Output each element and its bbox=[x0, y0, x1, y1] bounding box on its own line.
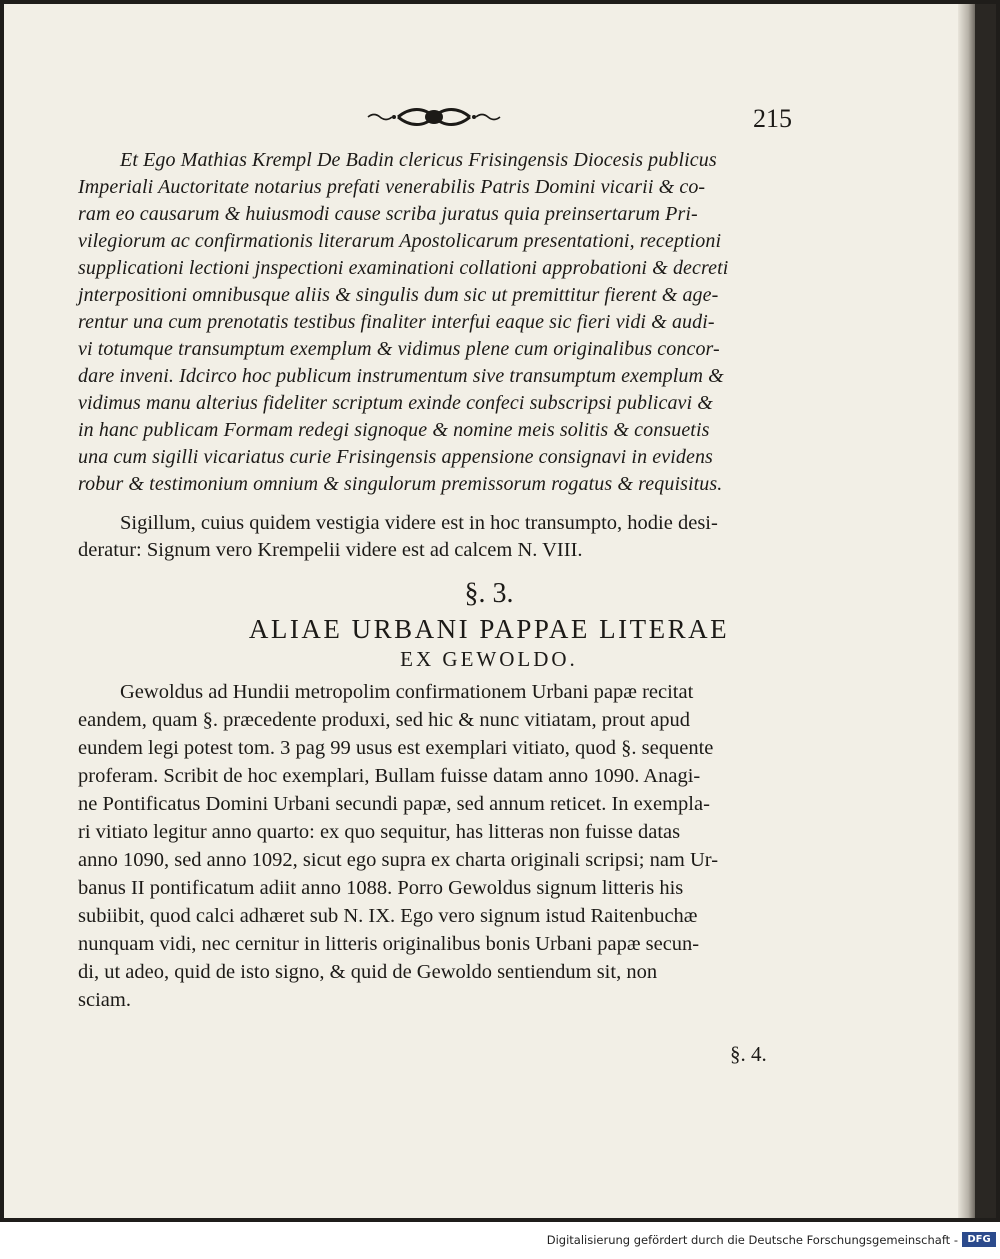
attestation-line: in hanc publicam Formam redegi signoque & nomine meis solitis & consuetis bbox=[78, 419, 710, 441]
book-edge bbox=[975, 4, 996, 1218]
attestation-line: vilegiorum ac confirmationis literarum Apostolicarum presentationi, receptioni bbox=[78, 230, 722, 252]
body-line: eundem legi potest tom. 3 pag 99 usus est exemplari vitiato, quod §. sequente bbox=[78, 737, 714, 759]
body-line: subiibit, quod calci adhæret sub N. IX. Ego vero signum istud Raitenbuchæ bbox=[78, 905, 698, 927]
catchword: §. 4. bbox=[730, 1042, 767, 1066]
ornament-icon bbox=[364, 104, 504, 130]
attestation-line: ram eo causarum & huiusmodi cause scriba juratus quia preinsertarum Pri- bbox=[78, 203, 698, 225]
attestation-line: robur & testimonium omnium & singulorum premissorum rogatus & requisitus. bbox=[78, 473, 723, 495]
section-title: ALIAE URBANI PAPPAE LITERAE bbox=[248, 614, 730, 644]
attestation-line: Imperiali Auctoritate notarius prefati venerabilis Patris Domini vicarii & co- bbox=[78, 176, 706, 198]
book-page bbox=[4, 4, 975, 1218]
body-line: anno 1090, sed anno 1092, sicut ego supra ex charta originali scripsi; nam Ur- bbox=[78, 849, 719, 871]
body-line: nunquam vidi, nec cernitur in litteris originalibus bonis Urbani papæ secun- bbox=[78, 933, 700, 955]
attestation-line: supplicationi lectioni jnspectioni examinationi collationi approbationi & decreti bbox=[78, 257, 729, 279]
attestation-line: vi totumque transumptum exemplum & vidimus plene cum originalibus concor- bbox=[78, 338, 720, 360]
body-line: di, ut adeo, quid de isto signo, & quid de Gewoldo sentiendum sit, non bbox=[78, 961, 658, 983]
body-line: ri vitiato legitur anno quarto: ex quo sequitur, has litteras non fuisse datas bbox=[78, 821, 681, 843]
attestation-line: rentur una cum prenotatis testibus finaliter interfui eaque sic fieri vidi & audi- bbox=[78, 311, 715, 333]
footer-credit: Digitalisierung gefördert durch die Deutsche Forschungsgemeinschaft - bbox=[546, 1233, 958, 1247]
body-line: eandem, quam §. præcedente produxi, sed hic & nunc vitiatam, prout apud bbox=[78, 709, 690, 731]
footer-bar bbox=[0, 1222, 1000, 1259]
section-subtitle: EX GEWOLDO. bbox=[400, 647, 578, 671]
attestation-line: Et Ego Mathias Krempl De Badin clericus Frisingensis Diocesis publicus bbox=[120, 149, 717, 171]
page-edge-shadow bbox=[958, 4, 975, 1218]
note-line: deratur: Signum vero Krempelii videre est ad calcem N. VIII. bbox=[78, 539, 583, 561]
body-line: banus II pontificatum adiit anno 1088. Porro Gewoldus signum litteris his bbox=[78, 877, 684, 899]
attestation-line: una cum sigilli vicariatus curie Frisingensis appensione consignavi in evidens bbox=[78, 446, 713, 468]
body-line: ne Pontificatus Domini Urbani secundi papæ, sed annum reticet. In exempla- bbox=[78, 793, 710, 815]
page-number: 215 bbox=[753, 104, 792, 133]
body-line: proferam. Scribit de hoc exemplari, Bullam fuisse datam anno 1090. Anagi- bbox=[78, 765, 701, 787]
attestation-line: jnterpositioni omnibusque aliis & singulis dum sic ut premittitur fierent & age- bbox=[78, 284, 719, 306]
attestation-line: vidimus manu alterius fideliter scriptum exinde confeci subscripsi publicavi & bbox=[78, 392, 713, 414]
attestation-line: dare inveni. Idcirco hoc publicum instrumentum sive transumptum exemplum & bbox=[78, 365, 724, 387]
body-line: sciam. bbox=[78, 989, 131, 1011]
section-mark: §. 3. bbox=[464, 578, 514, 609]
body-line: Gewoldus ad Hundii metropolim confirmationem Urbani papæ recitat bbox=[120, 681, 694, 703]
dfg-logo: DFG bbox=[962, 1232, 996, 1247]
note-line: Sigillum, cuius quidem vestigia videre est in hoc transumpto, hodie desi- bbox=[120, 512, 718, 534]
